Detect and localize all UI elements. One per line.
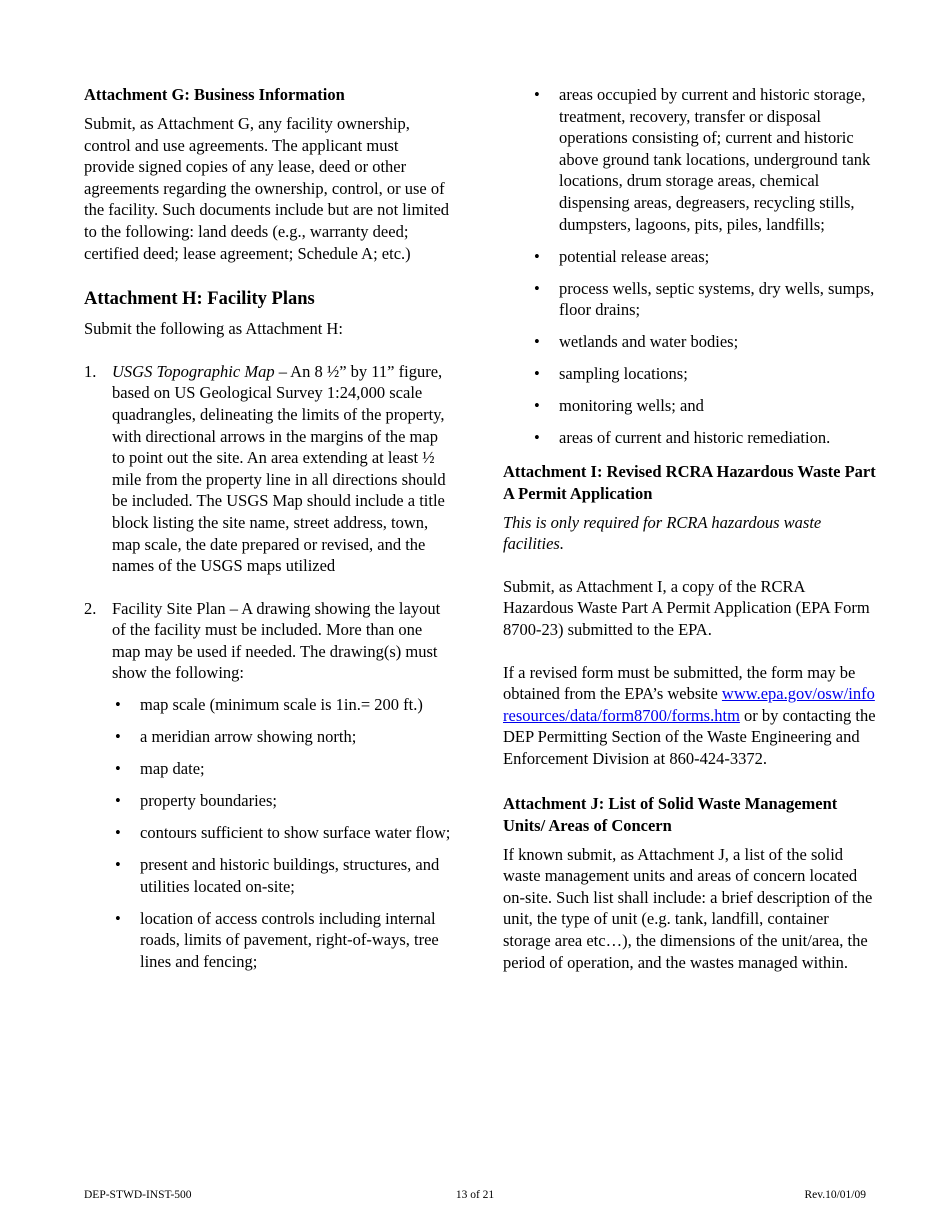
bullet-icon: •	[534, 428, 540, 448]
list-item: • areas of current and historic remediation.	[531, 427, 877, 449]
list-item: • a meridian arrow showing north;	[112, 726, 452, 748]
bullet-icon: •	[115, 759, 121, 779]
attachment-g-heading: Attachment G: Business Information	[84, 85, 345, 104]
attachment-h-intro: Submit the following as Attachment H:	[84, 319, 343, 339]
usgs-map-title: USGS Topographic Map	[112, 361, 275, 381]
attachment-i-para1: Submit, as Attachment I, a copy of the RCRA Hazardous Waste Part A Permit Application (EPA Form 8700-23) submitted to the EPA.	[503, 576, 870, 640]
list-item: • wetlands and water bodies;	[531, 331, 877, 353]
list-item: • sampling locations;	[531, 363, 877, 385]
list-item: • potential release areas;	[531, 246, 877, 268]
bullet-icon: •	[115, 727, 121, 747]
list-item: • map date;	[112, 758, 452, 780]
bullet-icon: •	[115, 823, 121, 842]
footer-revision: Rev.10/01/09	[804, 1189, 866, 1201]
bullet-icon: •	[115, 791, 121, 811]
epa-form-link[interactable]: www.epa.gov/osw/inforesources/data/form8700/forms.htm	[503, 684, 875, 725]
list-item: • process wells, septic systems, dry wells, sumps, floor drains;	[531, 278, 877, 321]
bullet-icon: •	[534, 332, 540, 352]
attachment-g-body: Submit, as Attachment G, any facility ownership, control and use agreements. The applicant must provide signed copies of any lease, deed or other agreements regarding the ownership, control, or use of the facility. Such documents include but are not limited to the following: land deeds (e.g., warranty deed; certified deed; lease agreement; Schedule A; etc.)	[84, 114, 450, 263]
numbered-item-1	[84, 361, 452, 577]
item-number: 1.	[84, 361, 97, 381]
usgs-map-text: – An 8 ½” by 11” figure, based on US Geological Survey 1:24,000 scale quadrangles, delineating the limits of the property, with directional arrows in the margins of the map to point out the site. An area extending at least ½ mile from the property line in all directions should be included. The USGS Map should include a title block listing the site name, street address, town, map scale, the date prepared or revised, and the names of the USGS maps utilized	[112, 361, 446, 576]
site-plan-text: Facility Site Plan – A drawing showing the layout of the facility must be included. More than one map may be used if needed. The drawing(s) must show the following:	[112, 598, 441, 683]
bullet-icon: •	[534, 85, 540, 104]
attachment-g-section	[84, 84, 452, 264]
item-body	[112, 598, 452, 983]
list-item: • map scale (minimum scale is 1in.= 200 ft.)	[112, 694, 452, 716]
site-plan-bullet-list-continued	[531, 84, 877, 449]
attachment-i-section	[503, 461, 877, 770]
attachment-i-note: This is only required for RCRA hazardous waste facilities.	[503, 512, 822, 554]
footer-page-number: 13 of 21	[455, 1189, 495, 1201]
attachment-h-section	[84, 287, 452, 983]
bullet-icon: •	[115, 854, 121, 874]
footer-doc-id: DEP-STWD-INST-500	[84, 1189, 192, 1201]
bullet-icon: •	[534, 396, 540, 416]
list-item: • location of access controls including internal roads, limits of pavement, right-of-ways, tree lines and fencing;	[112, 908, 452, 973]
list-item: • contours sufficient to show surface water flow;	[112, 822, 452, 844]
site-plan-bullet-list	[112, 694, 452, 972]
item-number: 2.	[84, 598, 97, 618]
left-column	[84, 84, 452, 983]
list-item: • property boundaries;	[112, 790, 452, 812]
bullet-icon: •	[534, 278, 540, 298]
bullet-icon: •	[534, 364, 540, 384]
attachment-h-heading: Attachment H: Facility Plans	[84, 289, 315, 310]
bullet-icon: •	[115, 695, 121, 715]
numbered-item-2	[84, 598, 452, 983]
list-item: • present and historic buildings, structures, and utilities located on-site;	[112, 854, 452, 897]
bullet-icon: •	[534, 246, 540, 266]
item-body	[112, 361, 452, 577]
attachment-i-heading: Attachment I: Revised RCRA Hazardous Waste Part A Permit Application	[503, 461, 876, 503]
list-item: • monitoring wells; and	[531, 395, 877, 417]
right-column	[503, 84, 877, 973]
attachment-j-section	[503, 793, 877, 974]
attachment-j-body: If known submit, as Attachment J, a list of the solid waste management units and areas of concern located on-site. Such list shall include: a brief description of the unit, the type of unit (e.g. tank, landfill, container storage area etc…), the dimensions of the unit/area, the period of operation, and the wastes managed within.	[503, 844, 873, 972]
attachment-j-heading: Attachment J: List of Solid Waste Management Units/ Areas of Concern	[503, 793, 838, 835]
attachment-i-para2: If a revised form must be submitted, the form may be obtained from the EPA’s website www.epa.gov/osw/inforesources/data/form8700/forms.htm or by contacting the DEP Permitting Section of the Waste Engineering and Enforcement Division at 860-424-3372.	[503, 662, 876, 768]
list-item: • areas occupied by current and historic storage, treatment, recovery, transfer or disposal operations consisting of; current and historic above ground tank locations, underground tank locations, drum storage areas, chemical dispensing areas, degreasers, recycling stills, dumpsters, lagoons, pits, piles, landfills;	[531, 84, 877, 235]
bullet-icon: •	[115, 908, 121, 928]
